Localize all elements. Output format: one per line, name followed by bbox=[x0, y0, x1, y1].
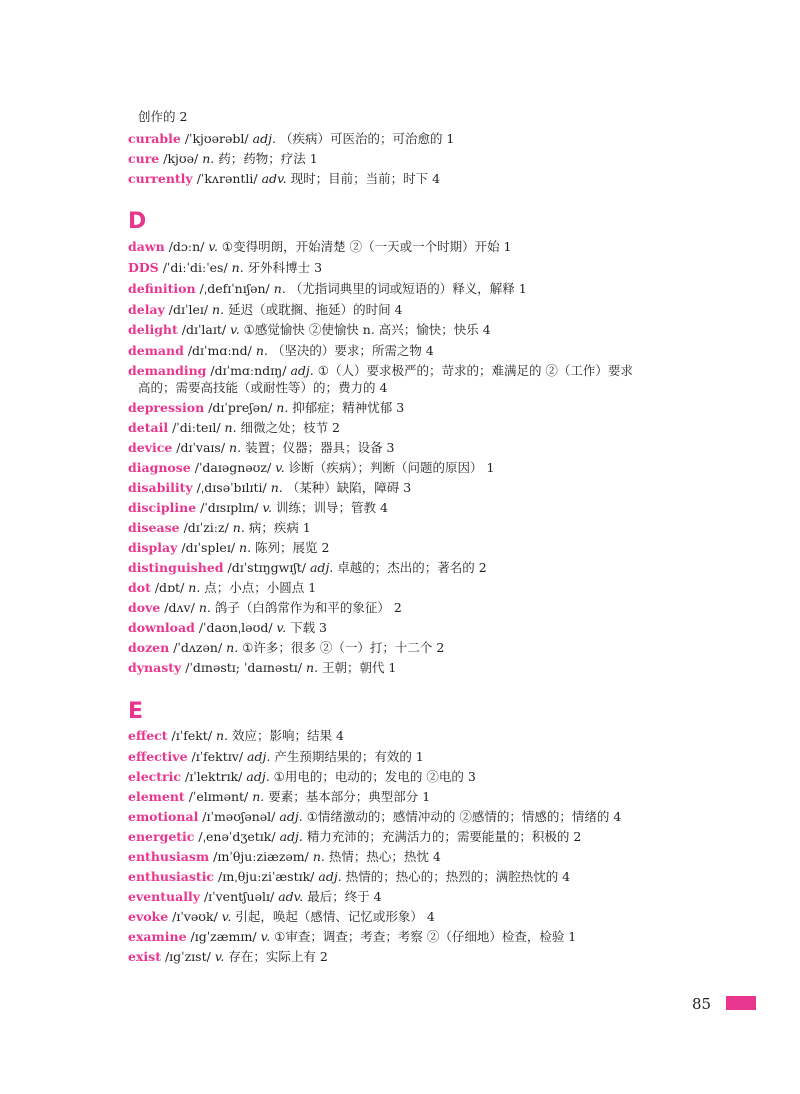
page-number: 85 bbox=[692, 995, 712, 1013]
part-of-speech: adj. bbox=[279, 809, 303, 824]
part-of-speech: n. bbox=[255, 343, 268, 358]
list-item bbox=[128, 947, 688, 967]
headword: dawn bbox=[128, 239, 165, 254]
definition: 牙外科博士 3 bbox=[247, 260, 323, 275]
part-of-speech: n. bbox=[312, 849, 325, 864]
list-item bbox=[128, 726, 688, 746]
part-of-speech: v. bbox=[276, 620, 287, 635]
list-item bbox=[128, 658, 688, 678]
part-of-speech: adj. bbox=[247, 749, 271, 764]
list-item bbox=[128, 258, 688, 278]
list-item bbox=[128, 538, 688, 558]
part-of-speech: n. bbox=[229, 440, 242, 455]
definition: 陈列；展览 2 bbox=[255, 540, 330, 555]
definition: ①变得明朗，开始清楚 ②（一天或一个时期）开始 1 bbox=[221, 239, 512, 254]
part-of-speech: v. bbox=[262, 500, 273, 515]
phonetic: /dɪˈleɪ/ bbox=[168, 302, 209, 317]
headword: currently bbox=[128, 171, 193, 186]
phonetic: /ˈdiːˈdiːˈes/ bbox=[162, 260, 228, 275]
list-item bbox=[128, 169, 688, 189]
part-of-speech: adj. bbox=[246, 769, 270, 784]
part-of-speech: n. bbox=[270, 480, 283, 495]
list-item bbox=[128, 618, 688, 638]
definition: ①感觉愉快 ②使愉快 n. 高兴；愉快；快乐 4 bbox=[243, 322, 491, 337]
list-item bbox=[128, 807, 688, 827]
headword: enthusiastic bbox=[128, 869, 215, 884]
list-item bbox=[128, 279, 688, 299]
part-of-speech: n. bbox=[226, 640, 239, 655]
phonetic: /ɪˈlektrɪk/ bbox=[184, 769, 243, 784]
part-of-speech: v. bbox=[214, 949, 225, 964]
definition: （疾病）可医治的；可治愈的 1 bbox=[279, 131, 455, 146]
definition: ①审查；调查；考查；考察 ②（仔细地）检查，检验 1 bbox=[274, 929, 577, 944]
definition: 王朝；朝代 1 bbox=[321, 660, 397, 675]
list-item bbox=[128, 498, 688, 518]
phonetic: /ˈkʌrəntli/ bbox=[196, 171, 258, 186]
part-of-speech: n. bbox=[198, 600, 211, 615]
phonetic: /dɪˈstɪŋgwɪʃt/ bbox=[227, 560, 306, 575]
definition: ①情绪激动的；感情冲动的 ②感情的；情感的；情绪的 4 bbox=[306, 809, 622, 824]
list-item bbox=[128, 398, 688, 418]
headword: definition bbox=[128, 281, 196, 296]
definition: ①（人）要求极严的；苛求的；难满足的 ②（工作）要求 bbox=[317, 363, 633, 378]
headword: disease bbox=[128, 520, 180, 535]
phonetic: /ɪgˈzɪst/ bbox=[164, 949, 211, 964]
definition: 延迟（或耽搁、拖延）的时间 4 bbox=[228, 302, 403, 317]
phonetic: /dɪˈlaɪt/ bbox=[181, 322, 227, 337]
list-item bbox=[128, 320, 688, 340]
list-item bbox=[128, 887, 688, 907]
list-item bbox=[128, 867, 688, 887]
list-item bbox=[128, 237, 688, 257]
list-item bbox=[128, 438, 688, 458]
part-of-speech: n. bbox=[305, 660, 318, 675]
headword: emotional bbox=[128, 809, 199, 824]
headword: detail bbox=[128, 420, 169, 435]
phonetic: /ˌdɪsəˈbɪlɪti/ bbox=[196, 480, 267, 495]
list-item bbox=[128, 638, 688, 658]
part-of-speech: n. bbox=[212, 302, 225, 317]
part-of-speech: n. bbox=[224, 420, 237, 435]
headword: dozen bbox=[128, 640, 170, 655]
headword: device bbox=[128, 440, 173, 455]
list-item bbox=[128, 458, 688, 478]
definition-continued: 高的；需要高技能（或耐性等）的；费力的 4 bbox=[138, 380, 388, 395]
definition: 要素；基本部分；典型部分 1 bbox=[268, 789, 431, 804]
phonetic: /ɪˈventʃuəlɪ/ bbox=[203, 889, 275, 904]
continuation-text: 创作的 2 bbox=[138, 109, 188, 124]
definition: 热情的；热心的；热烈的；满腔热忱的 4 bbox=[345, 869, 571, 884]
list-item bbox=[128, 747, 688, 767]
part-of-speech: n. bbox=[252, 789, 265, 804]
definition: （坚决的）要求；所需之物 4 bbox=[271, 343, 434, 358]
headword: effect bbox=[128, 728, 168, 743]
section-letter-d: D bbox=[128, 209, 147, 234]
headword: element bbox=[128, 789, 185, 804]
phonetic: /ˈelɪmənt/ bbox=[188, 789, 249, 804]
list-item bbox=[128, 558, 688, 578]
phonetic: /ɪnˈθjuːziæzəm/ bbox=[213, 849, 309, 864]
phonetic: /dʌv/ bbox=[164, 600, 195, 615]
part-of-speech: adj. bbox=[290, 363, 314, 378]
headword: delight bbox=[128, 322, 178, 337]
headword: exist bbox=[128, 949, 161, 964]
definition: 引起，唤起（感情、记忆或形象） 4 bbox=[235, 909, 435, 924]
definition: （尤指词典里的词或短语的）释义，解释 1 bbox=[289, 281, 527, 296]
part-of-speech: adj. bbox=[279, 829, 303, 844]
list-item bbox=[128, 767, 688, 787]
headword: dot bbox=[128, 580, 151, 595]
list-item bbox=[128, 907, 688, 927]
definition: 现时；目前；当前；时下 4 bbox=[290, 171, 441, 186]
list-item bbox=[128, 787, 688, 807]
part-of-speech: v. bbox=[275, 460, 285, 475]
headword: DDS bbox=[128, 260, 159, 275]
continuation-line bbox=[128, 107, 698, 127]
definition: 药；药物；疗法 1 bbox=[218, 151, 318, 166]
headword: distinguished bbox=[128, 560, 224, 575]
part-of-speech: n. bbox=[232, 520, 245, 535]
headword: energetic bbox=[128, 829, 195, 844]
definition: 下载 3 bbox=[290, 620, 328, 635]
definition: 点；小点；小圆点 1 bbox=[204, 580, 317, 595]
phonetic: /dɪˈmɑːnd/ bbox=[187, 343, 252, 358]
phonetic: /ˈdiːteɪl/ bbox=[172, 420, 221, 435]
list-item bbox=[128, 300, 688, 320]
list-item bbox=[128, 578, 688, 598]
phonetic: /ˈdʌzən/ bbox=[173, 640, 223, 655]
list-item-continuation bbox=[128, 378, 698, 398]
definition: 装置；仪器；器具；设备 3 bbox=[245, 440, 395, 455]
headword: examine bbox=[128, 929, 187, 944]
page-accent-bar bbox=[726, 996, 756, 1010]
phonetic: /ˈdɪnəstɪ; ˈdaɪnəstɪ/ bbox=[185, 660, 302, 675]
part-of-speech: n. bbox=[231, 260, 244, 275]
list-item bbox=[128, 598, 688, 618]
definition: 最后；终于 4 bbox=[307, 889, 382, 904]
phonetic: /ɪˈməʊʃənəl/ bbox=[202, 809, 276, 824]
phonetic: /dɪˈziːz/ bbox=[183, 520, 229, 535]
definition: 病；疾病 1 bbox=[248, 520, 311, 535]
definition: 产生预期结果的；有效的 1 bbox=[274, 749, 424, 764]
definition: 诊断（疾病）；判断（问题的原因） 1 bbox=[288, 460, 495, 475]
phonetic: /ɪgˈzæmɪn/ bbox=[190, 929, 257, 944]
headword: dove bbox=[128, 600, 161, 615]
phonetic: /ɪˈvəʊk/ bbox=[172, 909, 218, 924]
part-of-speech: n. bbox=[273, 281, 286, 296]
phonetic: /dɪˈvaɪs/ bbox=[176, 440, 226, 455]
headword: dynasty bbox=[128, 660, 182, 675]
definition: 卓越的；杰出的；著名的 2 bbox=[337, 560, 487, 575]
list-item bbox=[128, 827, 688, 847]
phonetic: /dɪˈmɑːndɪŋ/ bbox=[210, 363, 287, 378]
section-letter-e: E bbox=[128, 699, 144, 724]
part-of-speech: adv. bbox=[278, 889, 304, 904]
list-item bbox=[128, 518, 688, 538]
phonetic: /ˌdefɪˈnɪʃən/ bbox=[199, 281, 270, 296]
definition: 存在；实际上有 2 bbox=[228, 949, 328, 964]
list-item bbox=[128, 927, 688, 947]
phonetic: /ˈdaʊnˌləʊd/ bbox=[198, 620, 273, 635]
headword: demanding bbox=[128, 363, 207, 378]
part-of-speech: adj. bbox=[309, 560, 334, 575]
phonetic: /ˈdɪsɪplɪn/ bbox=[200, 500, 259, 515]
definition: 鸽子（白鸽常作为和平的象征） 2 bbox=[214, 600, 402, 615]
phonetic: /dɪˈspleɪ/ bbox=[181, 540, 236, 555]
headword: depression bbox=[128, 400, 205, 415]
phonetic: /ɪˈfektɪv/ bbox=[191, 749, 244, 764]
headword: enthusiasm bbox=[128, 849, 210, 864]
headword: discipline bbox=[128, 500, 197, 515]
phonetic: /kjʊə/ bbox=[163, 151, 199, 166]
phonetic: /ˈdaɪəgnəʊz/ bbox=[194, 460, 272, 475]
headword: cure bbox=[128, 151, 160, 166]
phonetic: /ɪˈfekt/ bbox=[171, 728, 213, 743]
part-of-speech: adj. bbox=[318, 869, 342, 884]
headword: electric bbox=[128, 769, 181, 784]
headword: effective bbox=[128, 749, 188, 764]
phonetic: /ˈkjʊərəbl/ bbox=[184, 131, 249, 146]
part-of-speech: n. bbox=[202, 151, 215, 166]
definition: 热情；热心；热忱 4 bbox=[328, 849, 441, 864]
headword: delay bbox=[128, 302, 165, 317]
definition: 精力充沛的；充满活力的；需要能量的；积极的 2 bbox=[306, 829, 582, 844]
part-of-speech: v. bbox=[208, 239, 218, 254]
phonetic: /ɪnˌθjuːziˈæstɪk/ bbox=[218, 869, 315, 884]
part-of-speech: v. bbox=[230, 322, 240, 337]
list-item bbox=[128, 149, 688, 169]
definition: （某种）缺陷，障碍 3 bbox=[286, 480, 412, 495]
part-of-speech: v. bbox=[221, 909, 232, 924]
headword: diagnose bbox=[128, 460, 191, 475]
list-item bbox=[128, 129, 688, 149]
headword: curable bbox=[128, 131, 181, 146]
part-of-speech: v. bbox=[260, 929, 271, 944]
part-of-speech: adv. bbox=[261, 171, 287, 186]
phonetic: /ˌenəˈdʒetɪk/ bbox=[198, 829, 276, 844]
headword: eventually bbox=[128, 889, 200, 904]
phonetic: /dɔːn/ bbox=[168, 239, 205, 254]
definition: 效应；影响；结果 4 bbox=[232, 728, 344, 743]
list-item bbox=[128, 478, 688, 498]
part-of-speech: adj. bbox=[252, 131, 276, 146]
headword: demand bbox=[128, 343, 184, 358]
definition: 细微之处；枝节 2 bbox=[240, 420, 340, 435]
list-item bbox=[128, 847, 688, 867]
list-item bbox=[128, 418, 688, 438]
definition: ①用电的；电动的；发电的 ②电的 3 bbox=[273, 769, 476, 784]
definition: 抑郁症；精神忧郁 3 bbox=[292, 400, 405, 415]
headword: download bbox=[128, 620, 195, 635]
headword: disability bbox=[128, 480, 193, 495]
part-of-speech: n. bbox=[239, 540, 252, 555]
part-of-speech: n. bbox=[188, 580, 201, 595]
headword: evoke bbox=[128, 909, 169, 924]
definition: 训练；训导；管教 4 bbox=[276, 500, 388, 515]
part-of-speech: n. bbox=[276, 400, 289, 415]
list-item bbox=[128, 341, 688, 361]
phonetic: /dɪˈpreʃən/ bbox=[208, 400, 273, 415]
headword: display bbox=[128, 540, 178, 555]
definition: ①许多；很多 ②（一）打；十二个 2 bbox=[242, 640, 445, 655]
phonetic: /dɒt/ bbox=[154, 580, 185, 595]
part-of-speech: n. bbox=[216, 728, 229, 743]
